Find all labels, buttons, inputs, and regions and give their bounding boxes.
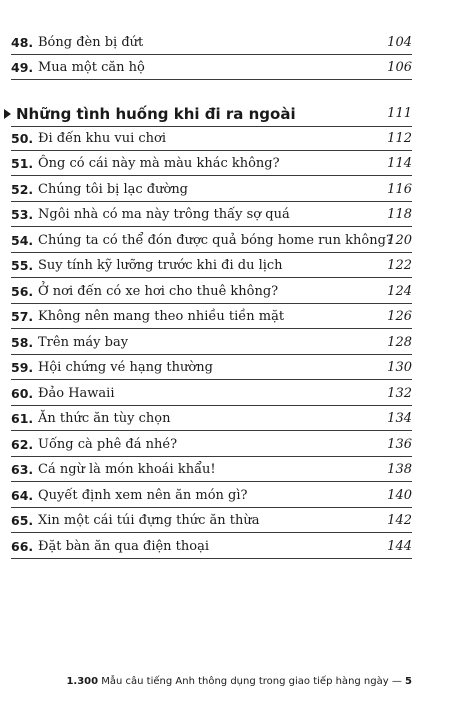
entry-number: 52.	[11, 182, 34, 197]
footer-text: Mẫu câu tiếng Anh thông dụng trong giao tiếp hàng ngày —	[98, 676, 406, 687]
footer-brand: 1.300	[66, 676, 99, 687]
divider	[11, 481, 412, 482]
toc-entry[interactable]	[0, 459, 450, 481]
toc-entry[interactable]	[0, 204, 450, 226]
entry-title: Quyết định xem nên ăn món gì?	[38, 488, 248, 503]
toc-entry[interactable]	[0, 306, 450, 328]
entry-title: Chúng tôi bị lạc đường	[38, 182, 189, 197]
toc-entry[interactable]	[0, 57, 450, 79]
entry-title: Ở nơi đến có xe hơi cho thuê không?	[38, 284, 279, 299]
divider	[11, 303, 412, 304]
divider	[11, 379, 412, 380]
page-footer	[66, 675, 412, 689]
entry-page: 138	[387, 462, 412, 477]
divider	[11, 328, 412, 329]
entry-page: 130	[387, 360, 412, 375]
entry-number: 62.	[11, 437, 34, 452]
entry-number: 61.	[11, 411, 34, 426]
entry-number: 59.	[11, 360, 34, 375]
toc-entry[interactable]	[0, 383, 450, 405]
toc-entry[interactable]	[0, 230, 450, 252]
divider	[11, 175, 412, 176]
entry-title: Xin một cái túi đựng thức ăn thừa	[38, 513, 260, 528]
entry-title: Ăn thức ăn tùy chọn	[38, 411, 171, 426]
entry-page: 128	[387, 335, 412, 350]
entry-title: Đi đến khu vui chơi	[38, 131, 167, 146]
entry-title: Hội chứng vé hạng thường	[38, 360, 213, 375]
divider	[11, 277, 412, 278]
entry-title: Ông có cái này mà màu khác không?	[38, 156, 280, 171]
entry-title: Suy tính kỹ lưỡng trước khi đi du lịch	[38, 258, 283, 273]
divider	[11, 226, 412, 227]
entry-page: 144	[387, 539, 412, 554]
toc-entry[interactable]	[0, 434, 450, 456]
divider	[11, 126, 412, 127]
entry-page: 118	[387, 207, 412, 222]
divider	[11, 456, 412, 457]
entry-number: 58.	[11, 335, 34, 350]
entry-number: 49.	[11, 60, 34, 75]
entry-page: 120	[387, 233, 412, 248]
entry-page: 104	[387, 35, 412, 50]
entry-title: Ngôi nhà có ma này trông thấy sợ quá	[38, 207, 290, 222]
entry-page: 106	[387, 60, 412, 75]
section-heading[interactable]	[0, 102, 450, 126]
toc-entry[interactable]	[0, 357, 450, 379]
entry-title: Không nên mang theo nhiều tiền mặt	[38, 309, 285, 324]
entry-page: 126	[387, 309, 412, 324]
triangle-right-icon	[4, 109, 11, 119]
entry-title: Trên máy bay	[38, 335, 129, 350]
entry-number: 55.	[11, 258, 34, 273]
entry-page: 142	[387, 513, 412, 528]
divider	[11, 150, 412, 151]
divider	[11, 354, 412, 355]
entry-page: 116	[387, 182, 412, 197]
toc-entry[interactable]	[0, 536, 450, 558]
entry-page: 124	[387, 284, 412, 299]
entry-number: 51.	[11, 156, 34, 171]
divider	[11, 79, 412, 80]
divider	[11, 201, 412, 202]
toc-entry[interactable]	[0, 281, 450, 303]
entry-number: 64.	[11, 488, 34, 503]
entry-title: Đặt bàn ăn qua điện thoại	[38, 539, 210, 554]
entry-title: Uống cà phê đá nhé?	[38, 437, 178, 452]
divider	[11, 405, 412, 406]
entry-title: Mua một căn hộ	[38, 60, 145, 75]
toc-entry[interactable]	[0, 408, 450, 430]
entry-number: 54.	[11, 233, 34, 248]
section-title: Những tình huống khi đi ra ngoài	[16, 105, 296, 123]
toc-entry[interactable]	[0, 179, 450, 201]
entry-number: 63.	[11, 462, 34, 477]
divider	[11, 430, 412, 431]
toc-entry[interactable]	[0, 32, 450, 54]
entry-page: 112	[387, 131, 412, 146]
toc-entry[interactable]	[0, 128, 450, 150]
entry-number: 66.	[11, 539, 34, 554]
entry-page: 136	[387, 437, 412, 452]
entry-number: 60.	[11, 386, 34, 401]
toc-entry[interactable]	[0, 332, 450, 354]
toc-entry[interactable]	[0, 153, 450, 175]
entry-page: 114	[387, 156, 412, 171]
entry-number: 57.	[11, 309, 34, 324]
divider	[11, 507, 412, 508]
section-page: 111	[387, 106, 412, 121]
entry-number: 50.	[11, 131, 34, 146]
entry-number: 65.	[11, 513, 34, 528]
toc-entry[interactable]	[0, 485, 450, 507]
toc-entry[interactable]	[0, 255, 450, 277]
entry-number: 56.	[11, 284, 34, 299]
entry-page: 134	[387, 411, 412, 426]
entry-page: 140	[387, 488, 412, 503]
entry-title: Chúng ta có thể đón được quả bóng home run không?	[38, 233, 393, 248]
divider	[11, 252, 412, 253]
entry-page: 132	[387, 386, 412, 401]
divider	[11, 558, 412, 559]
entry-title: Bóng đèn bị đứt	[38, 35, 144, 50]
entry-number: 53.	[11, 207, 34, 222]
entry-page: 122	[387, 258, 412, 273]
divider	[11, 532, 412, 533]
divider	[11, 54, 412, 55]
toc-entry[interactable]	[0, 510, 450, 532]
entry-title: Cá ngừ là món khoái khẩu!	[38, 462, 216, 477]
footer-page-number: 5	[405, 676, 412, 687]
entry-number: 48.	[11, 35, 34, 50]
entry-title: Đảo Hawaii	[38, 386, 115, 401]
